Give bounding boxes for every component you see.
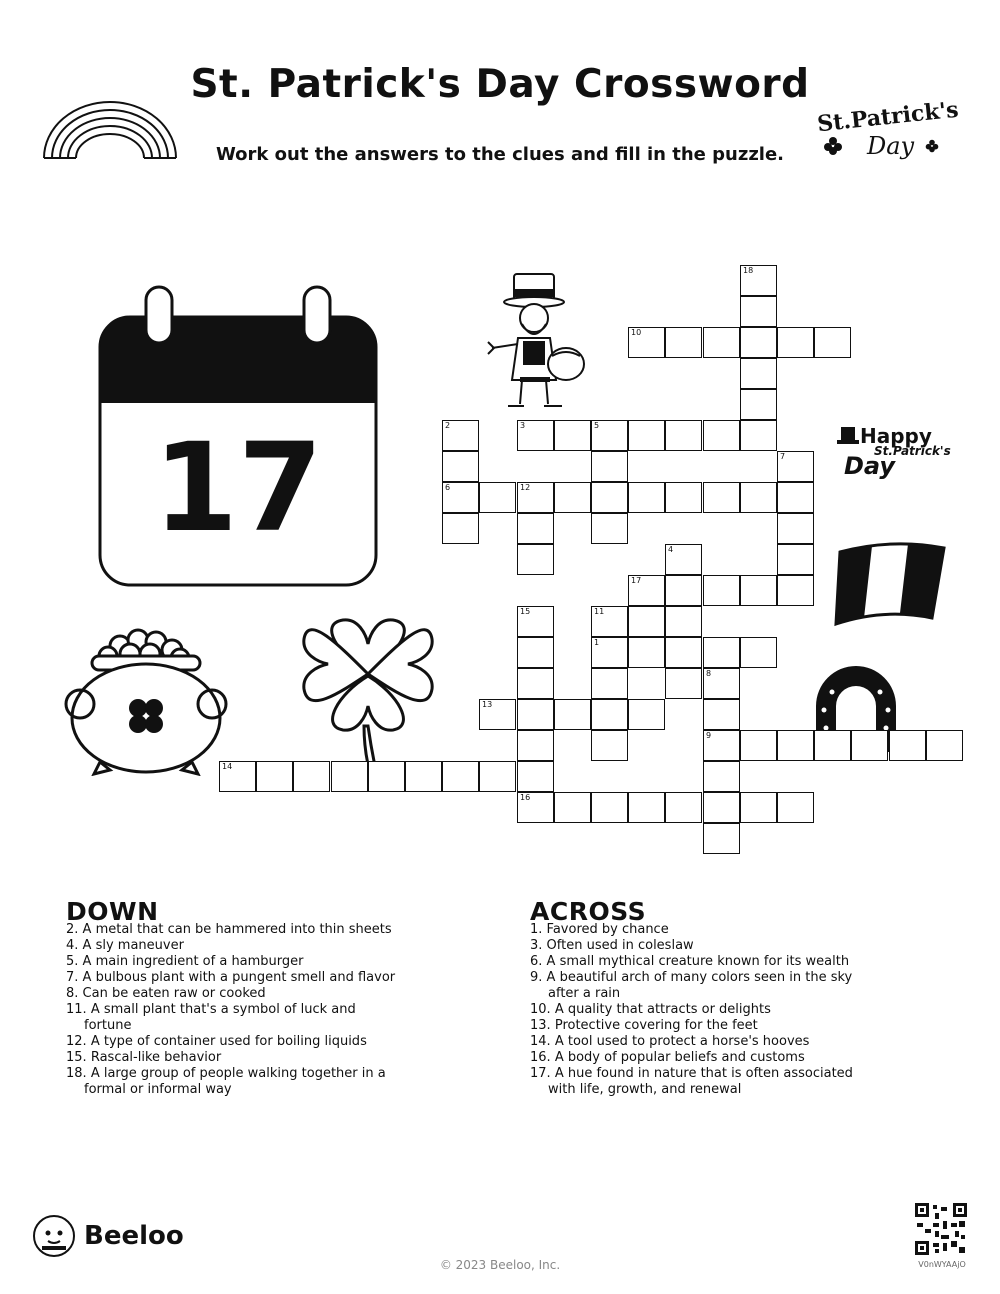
- clue-number: 12: [520, 483, 531, 492]
- clue-text: A beautiful arch of many colors seen in the sky after a rain: [546, 970, 853, 1001]
- clue-text: A metal that can be hammered into thin sheets: [82, 922, 392, 937]
- brand-logo: [32, 1214, 184, 1258]
- crossword-cell[interactable]: [517, 513, 554, 544]
- across-clue: [530, 1002, 870, 1018]
- crossword-cell[interactable]: [703, 420, 740, 451]
- down-clue: [66, 954, 406, 970]
- crossword-cell[interactable]: [814, 730, 851, 761]
- crossword-cell[interactable]: [740, 327, 777, 358]
- clue-text: A type of container used for boiling liquids: [90, 1034, 367, 1049]
- crossword-cell[interactable]: [628, 699, 665, 730]
- crossword-cell[interactable]: [591, 792, 628, 823]
- crossword-cell[interactable]: [554, 792, 591, 823]
- crossword-cell[interactable]: [665, 792, 702, 823]
- clue-text: A bulbous plant with a pungent smell and flavor: [82, 970, 396, 985]
- across-clue: [530, 1018, 870, 1034]
- crossword-cell[interactable]: [665, 575, 702, 606]
- crossword-cell[interactable]: [368, 761, 405, 792]
- pot-of-gold-icon: [60, 626, 232, 776]
- clue-number: 6.: [530, 954, 543, 969]
- shamrock-icon: [925, 139, 939, 153]
- down-clue: [66, 922, 406, 938]
- clue-number: 9: [706, 731, 712, 740]
- crossword-cell[interactable]: [740, 575, 777, 606]
- across-clue: [530, 954, 870, 970]
- crossword-cell[interactable]: [665, 482, 702, 513]
- down-clues: [66, 897, 406, 1098]
- happy-st-patricks-sticker: [836, 420, 951, 490]
- clue-number: 5: [594, 421, 600, 430]
- crossword-cell[interactable]: [740, 730, 777, 761]
- clue-number: 14: [222, 762, 233, 771]
- crossword-cell[interactable]: [591, 699, 628, 730]
- crossword-cell[interactable]: [442, 761, 479, 792]
- shamrock-icon: [823, 136, 843, 156]
- crossword-cell[interactable]: [517, 420, 554, 451]
- crossword-cell[interactable]: [517, 792, 554, 823]
- crossword-cell[interactable]: [442, 451, 479, 482]
- crossword-cell[interactable]: [628, 482, 665, 513]
- crossword-cell[interactable]: [926, 730, 963, 761]
- crossword-cell[interactable]: [517, 730, 554, 761]
- down-clue: [66, 970, 406, 986]
- clue-text: Rascal-like behavior: [90, 1050, 222, 1065]
- crossword-cell[interactable]: [628, 420, 665, 451]
- crossword-cell[interactable]: [517, 637, 554, 668]
- crossword-cell[interactable]: [517, 699, 554, 730]
- calendar-icon: [98, 285, 378, 587]
- crossword-cell[interactable]: [591, 420, 628, 451]
- crossword-cell[interactable]: [219, 761, 256, 792]
- calendar-date: 17: [153, 417, 323, 559]
- clue-number: 13: [482, 700, 493, 709]
- crossword-cell[interactable]: [665, 637, 702, 668]
- brand-name: Beeloo: [84, 1221, 184, 1251]
- clue-text: A small mythical creature known for its wealth: [546, 954, 850, 969]
- crossword-cell[interactable]: [703, 792, 740, 823]
- crossword-cell[interactable]: [517, 761, 554, 792]
- sticker-line2: St.Patrick's: [874, 444, 951, 458]
- crossword-cell[interactable]: [665, 544, 702, 575]
- crossword-cell[interactable]: [777, 451, 814, 482]
- crossword-cell[interactable]: [777, 513, 814, 544]
- clue-number: 12.: [66, 1034, 87, 1049]
- clue-number: 15: [520, 607, 531, 616]
- clue-text: Can be eaten raw or cooked: [82, 986, 266, 1001]
- down-clue: [66, 1034, 406, 1050]
- crossword-cell[interactable]: [591, 606, 628, 637]
- clue-text: Favored by chance: [546, 922, 669, 937]
- clue-number: 2: [445, 421, 451, 430]
- crossword-cell[interactable]: [703, 575, 740, 606]
- clue-text: A sly maneuver: [82, 938, 184, 953]
- clue-number: 18: [743, 266, 754, 275]
- qr-code-id: V0nWYAAjO: [918, 1260, 966, 1269]
- clue-number: 8.: [66, 986, 79, 1001]
- across-heading: ACROSS: [530, 897, 647, 926]
- crossword-cell[interactable]: [256, 761, 293, 792]
- clue-number: 17: [631, 576, 642, 585]
- crossword-cell[interactable]: [665, 327, 702, 358]
- rainbow-icon: [40, 98, 180, 160]
- crossword-cell[interactable]: [777, 544, 814, 575]
- across-clue: [530, 1066, 870, 1098]
- across-clue: [530, 938, 870, 954]
- clue-number: 7: [780, 452, 786, 461]
- clue-number: 4: [668, 545, 674, 554]
- crossword-cell[interactable]: [591, 668, 628, 699]
- clue-number: 15.: [66, 1050, 87, 1065]
- crossword-cell[interactable]: [479, 761, 516, 792]
- clue-number: 6: [445, 483, 451, 492]
- crossword-cell[interactable]: [517, 544, 554, 575]
- clue-number: 2.: [66, 922, 79, 937]
- down-clue: [66, 986, 406, 1002]
- crossword-cell[interactable]: [703, 668, 740, 699]
- crossword-cell[interactable]: [740, 792, 777, 823]
- across-clue: [530, 922, 870, 938]
- crossword-cell[interactable]: [777, 327, 814, 358]
- crossword-cell[interactable]: [442, 513, 479, 544]
- clue-number: 16: [520, 793, 531, 802]
- clue-text: A quality that attracts or delights: [554, 1002, 771, 1017]
- crossword-cell[interactable]: [740, 420, 777, 451]
- clue-text: A small plant that's a symbol of luck and fortune: [84, 1002, 356, 1033]
- crossword-cell[interactable]: [442, 482, 479, 513]
- top-hat-icon: [836, 426, 860, 446]
- clue-number: 16.: [530, 1050, 551, 1065]
- crossword-cell[interactable]: [777, 575, 814, 606]
- clue-text: A tool used to protect a horse's hooves: [554, 1034, 810, 1049]
- clue-number: 11: [594, 607, 605, 616]
- crossword-cell[interactable]: [777, 792, 814, 823]
- sticker-line3: Day: [844, 452, 896, 480]
- clue-number: 3: [520, 421, 526, 430]
- copyright: © 2023 Beeloo, Inc.: [439, 1258, 561, 1272]
- crossword-cell[interactable]: [591, 482, 628, 513]
- across-clue: [530, 970, 870, 1002]
- instructions: Work out the answers to the clues and fill in the puzzle.: [215, 144, 785, 165]
- sticker-line1: Happy: [860, 424, 932, 448]
- crossword-cell[interactable]: [814, 327, 851, 358]
- crossword-cell[interactable]: [442, 420, 479, 451]
- crossword-cell[interactable]: [628, 792, 665, 823]
- crossword-cell[interactable]: [628, 575, 665, 606]
- clue-number: 10: [631, 328, 642, 337]
- clue-text: A body of popular beliefs and customs: [554, 1050, 805, 1065]
- crossword-cell[interactable]: [665, 606, 702, 637]
- crossword-cell[interactable]: [665, 668, 702, 699]
- clue-text: A hue found in nature that is often associated with life, growth, and renewal: [548, 1066, 853, 1097]
- crossword-cell[interactable]: [517, 482, 554, 513]
- crossword-cell[interactable]: [703, 327, 740, 358]
- crossword-cell[interactable]: [591, 513, 628, 544]
- crossword-cell[interactable]: [703, 699, 740, 730]
- clue-text: A large group of people walking together in a formal or informal way: [84, 1066, 386, 1097]
- badge-line1: St.Patrick's: [816, 96, 960, 138]
- crossword-cell[interactable]: [554, 699, 591, 730]
- clue-text: A main ingredient of a hamburger: [82, 954, 304, 969]
- down-clue: [66, 938, 406, 954]
- crossword-cell[interactable]: [554, 482, 591, 513]
- clue-number: 17.: [530, 1066, 551, 1081]
- four-leaf-clover-icon: [298, 614, 438, 782]
- badge-line2: Day: [867, 132, 915, 160]
- crossword-cell[interactable]: [628, 606, 665, 637]
- crossword-cell[interactable]: [479, 482, 516, 513]
- crossword-cell[interactable]: [628, 327, 665, 358]
- bee-icon: [32, 1214, 76, 1258]
- leprechaun-icon: [478, 272, 593, 414]
- st-patricks-badge: [815, 96, 960, 169]
- clue-number: 10.: [530, 1002, 551, 1017]
- qr-code-icon[interactable]: [915, 1203, 967, 1255]
- across-clue: [530, 1034, 870, 1050]
- down-heading: DOWN: [66, 897, 159, 926]
- crossword-cell[interactable]: [889, 730, 926, 761]
- crossword-cell[interactable]: [740, 265, 777, 296]
- crossword-cell[interactable]: [479, 699, 516, 730]
- across-clues: [530, 897, 870, 1098]
- clue-text: Often used in coleslaw: [546, 938, 694, 953]
- crossword-cell[interactable]: [405, 761, 442, 792]
- crossword-cell[interactable]: [703, 823, 740, 854]
- clue-number: 1: [594, 638, 600, 647]
- clue-number: 7.: [66, 970, 79, 985]
- clue-number: 18.: [66, 1066, 87, 1081]
- across-clue: [530, 1050, 870, 1066]
- clue-number: 1.: [530, 922, 543, 937]
- crossword-cell[interactable]: [703, 637, 740, 668]
- clue-number: 13.: [530, 1018, 551, 1033]
- crossword-cell[interactable]: [740, 358, 777, 389]
- down-clue: [66, 1002, 406, 1034]
- down-clue: [66, 1066, 406, 1098]
- crossword-cell[interactable]: [591, 637, 628, 668]
- crossword-cell[interactable]: [591, 451, 628, 482]
- clue-number: 4.: [66, 938, 79, 953]
- irish-flag-icon: [832, 538, 947, 636]
- clue-number: 9.: [530, 970, 543, 985]
- crossword-cell[interactable]: [517, 606, 554, 637]
- page-title: St. Patrick's Day Crossword: [190, 62, 810, 107]
- crossword-cell[interactable]: [703, 761, 740, 792]
- crossword-cell[interactable]: [777, 730, 814, 761]
- crossword-cell[interactable]: [703, 730, 740, 761]
- crossword-cell[interactable]: [591, 730, 628, 761]
- crossword-cell[interactable]: [851, 730, 888, 761]
- crossword-cell[interactable]: [777, 482, 814, 513]
- crossword-cell[interactable]: [331, 761, 368, 792]
- crossword-cell[interactable]: [703, 482, 740, 513]
- crossword-cell[interactable]: [740, 637, 777, 668]
- clue-number: 3.: [530, 938, 543, 953]
- clue-number: 5.: [66, 954, 79, 969]
- crossword-cell[interactable]: [740, 296, 777, 327]
- clue-text: Protective covering for the feet: [554, 1018, 758, 1033]
- crossword-cell[interactable]: [665, 420, 702, 451]
- crossword-cell[interactable]: [740, 389, 777, 420]
- crossword-cell[interactable]: [293, 761, 330, 792]
- crossword-cell[interactable]: [740, 482, 777, 513]
- crossword-cell[interactable]: [628, 637, 665, 668]
- clue-number: 14.: [530, 1034, 551, 1049]
- crossword-cell[interactable]: [554, 420, 591, 451]
- clue-number: 8: [706, 669, 712, 678]
- down-clue: [66, 1050, 406, 1066]
- clue-number: 11.: [66, 1002, 87, 1017]
- crossword-cell[interactable]: [517, 668, 554, 699]
